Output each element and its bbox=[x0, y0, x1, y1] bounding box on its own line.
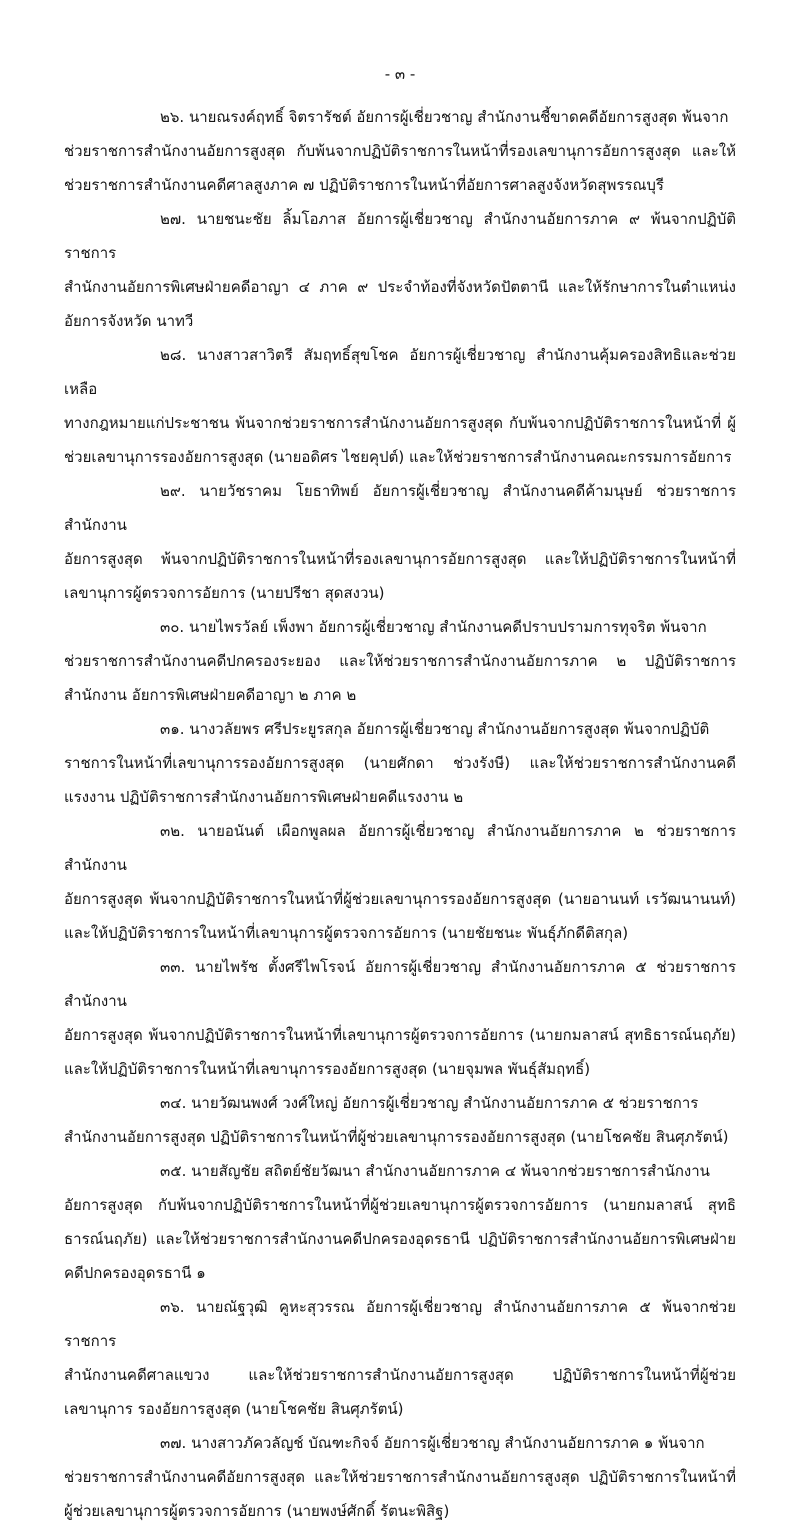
entry-first-line: ๓๓. นายไพรัช ตั้งศรีไพโรจน์ อัยการผู้เชี่ยวชาญ สำนักงานอัยการภาค ๕ ช่วยราชการสำนักงาน bbox=[64, 958, 736, 1010]
entry-line: สำนักงานอัยการพิเศษฝ่ายคดีอาญา ๔ ภาค ๙ ประจำท้องที่จังหวัดปัตตานี และให้รักษาการในตำแหน่งอัยการจังหวัด bbox=[64, 278, 736, 330]
entry-first-line: ๒๙. นายวัชราคม โยธาทิพย์ อัยการผู้เชี่ยวชาญ สำนักงานคดีค้ามนุษย์ ช่วยราชการสำนักงาน bbox=[64, 482, 736, 534]
entry-line: เลขานุการผู้ตรวจการอัยการ (นายปรีชา สุดสงวน) bbox=[64, 584, 385, 602]
entry-line: ช่วยราชการสำนักงานคดีศาลสูงภาค ๗ ปฏิบัติราชการในหน้าที่อัยการศาลสูงจังหวัดสุพรรณบุรี bbox=[64, 176, 664, 194]
entry-line: และให้ปฏิบัติราชการในหน้าที่เลขานุการรองอัยการสูงสุด (นายจุมพล พันธุ์สัมฤทธิ์) bbox=[64, 1060, 591, 1078]
entry-first-line: ๓๗. นางสาวภัควลัญช์ บัณฑะกิจจ์ อัยการผู้เชี่ยวชาญ สำนักงานอัยการภาค ๑ พ้นจาก bbox=[160, 1434, 705, 1452]
entry-list bbox=[64, 100, 736, 1528]
entry-first-line: ๓๑. นางวลัยพร ศรีประยูรสกุล อัยการผู้เชี่ยวชาญ สำนักงานอัยการสูงสุด พ้นจากปฏิบัติ bbox=[160, 720, 710, 738]
order-entry bbox=[64, 1086, 736, 1154]
order-entry bbox=[64, 474, 736, 610]
order-entry bbox=[64, 950, 736, 1086]
order-entry bbox=[64, 338, 736, 474]
entry-line: ช่วยราชการสำนักงานอัยการสูงสุด กับพ้นจากปฏิบัติราชการในหน้าที่รองเลขานุการอัยการสูงสุด และให้ bbox=[64, 142, 736, 160]
entry-line: อัยการสูงสุด กับพ้นจากปฏิบัติราชการในหน้าที่ผู้ช่วยเลขานุการผู้ตรวจการอัยการ (นายกมลาสน์ สุทธิธารณ์นฤภัย) bbox=[64, 1196, 736, 1248]
entry-line: ช่วยราชการสำนักงานคดีอัยการสูงสุด และให้ช่วยราชการสำนักงานอัยการสูงสุด ปฏิบัติราชการในหน้าที่ bbox=[64, 1468, 736, 1486]
entry-line: อัยการสูงสุด พ้นจากปฏิบัติราชการในหน้าที่รองเลขานุการอัยการสูงสุด และให้ปฏิบัติราชการในหน้าที่ bbox=[64, 550, 736, 568]
page-number: - ๓ - bbox=[384, 65, 416, 83]
order-entry bbox=[64, 712, 736, 814]
entry-first-line: ๒๘. นางสาวสาวิตรี สัมฤทธิ์สุขโชค อัยการผู้เชี่ยวชาญ สำนักงานคุ้มครองสิทธิและช่วยเหลือ bbox=[64, 346, 736, 398]
entry-first-line: ๓๒. นายอนันต์ เผือกพูลผล อัยการผู้เชี่ยวชาญ สำนักงานอัยการภาค ๒ ช่วยราชการสำนักงาน bbox=[64, 822, 736, 874]
entry-line: สำนักงานคดีศาลแขวง และให้ช่วยราชการสำนักงานอัยการสูงสุด ปฏิบัติราชการในหน้าที่ผู้ช่วยเลขานุการ bbox=[64, 1366, 736, 1418]
entry-line: ปฏิบัติราชการสำนักงานอัยการพิเศษฝ่ายคดีแรงงาน ๒ bbox=[119, 788, 464, 806]
entry-line: รองอัยการสูงสุด (นายโชคชัย สินศุภรัตน์) bbox=[137, 1400, 404, 1418]
entry-line: ราชการในหน้าที่เลขานุการรองอัยการสูงสุด (นายศักดา ช่วงรังษี) และให้ช่วยราชการสำนักงานคดีแรงงาน bbox=[64, 754, 736, 806]
entry-first-line: ๒๗. นายชนะชัย ลิ้มโอภาส อัยการผู้เชี่ยวชาญ สำนักงานอัยการภาค ๙ พ้นจากปฏิบัติราชการ bbox=[64, 210, 736, 262]
entry-line: อัยการพิเศษฝ่ายคดีอาญา ๒ ภาค ๒ bbox=[131, 686, 357, 704]
order-entry bbox=[64, 1426, 736, 1528]
entry-line: ผู้ช่วยเลขานุการผู้ตรวจการอัยการ (นายพงษ์ศักดิ์ รัตนะพิสิฐ) bbox=[64, 1502, 450, 1520]
entry-first-line: ๓๐. นายไพรวัลย์ เพ็งพา อัยการผู้เชี่ยวชาญ สำนักงานคดีปราบปรามการทุจริต พ้นจาก bbox=[160, 618, 707, 636]
order-entry bbox=[64, 100, 736, 202]
order-entry bbox=[64, 814, 736, 950]
entry-line: อัยการสูงสุด พ้นจากปฏิบัติราชการในหน้าที่ผู้ช่วยเลขานุการรองอัยการสูงสุด (นายอานนท์ เรวัฒนานนท์) bbox=[64, 890, 736, 908]
entry-line: และให้ช่วยราชการสำนักงานคดีปกครองอุดรธานี ปฏิบัติราชการสำนักงานอัยการพิเศษฝ่ายคดีปกครองอุดรธานี ๑ bbox=[64, 1230, 736, 1282]
entry-line: อัยการสูงสุด พ้นจากปฏิบัติราชการในหน้าที่เลขานุการผู้ตรวจการอัยการ (นายกมลาสน์ สุทธิธารณ์นฤภัย) bbox=[64, 1026, 736, 1044]
entry-line: นาทวี bbox=[156, 312, 194, 330]
entry-line: สำนักงานอัยการสูงสุด ปฏิบัติราชการในหน้าที่ผู้ช่วยเลขานุการรองอัยการสูงสุด (นายโชคชัย สินศุภรัตน์) bbox=[64, 1128, 729, 1146]
entry-line: ผู้ช่วยเลขานุการรองอัยการสูงสุด (นายอดิศร ไชยคุปต์) และให้ช่วยราชการสำนักงานคณะกรรมการอัยการ bbox=[64, 414, 736, 466]
order-entry bbox=[64, 1154, 736, 1290]
order-entry bbox=[64, 1290, 736, 1426]
order-entry bbox=[64, 202, 736, 338]
entry-line: และให้ปฏิบัติราชการในหน้าที่เลขานุการผู้ตรวจการอัยการ (นายชัยชนะ พันธุ์ภักดีติสกุล) bbox=[64, 924, 629, 942]
entry-first-line: ๓๖. นายณัฐวุฒิ คูหะสุวรรณ อัยการผู้เชี่ยวชาญ สำนักงานอัยการภาค ๕ พ้นจากช่วยราชการ bbox=[64, 1298, 736, 1350]
order-entry bbox=[64, 610, 736, 712]
entry-line: ทางกฎหมายแก่ประชาชน พ้นจากช่วยราชการสำนักงานอัยการสูงสุด กับพ้นจากปฏิบัติราชการในหน้าที่ bbox=[64, 414, 722, 432]
entry-line: ช่วยราชการสำนักงานคดีปกครองระยอง และให้ช่วยราชการสำนักงานอัยการภาค ๒ ปฏิบัติราชการสำนักงาน bbox=[64, 652, 736, 704]
entry-first-line: ๓๕. นายสัญชัย สถิตย์ชัยวัฒนา สำนักงานอัยการภาค ๔ พ้นจากช่วยราชการสำนักงาน bbox=[160, 1162, 710, 1180]
entry-first-line: ๓๔. นายวัฒนพงศ์ วงศ์ใหญ่ อัยการผู้เชี่ยวชาญ สำนักงานอัยการภาค ๕ ช่วยราชการ bbox=[160, 1094, 699, 1112]
entry-first-line: ๒๖. นายณรงค์ฤทธิ์ จิตรารัชต์ อัยการผู้เชี่ยวชาญ สำนักงานชี้ขาดคดีอัยการสูงสุด พ้นจาก bbox=[160, 108, 729, 126]
